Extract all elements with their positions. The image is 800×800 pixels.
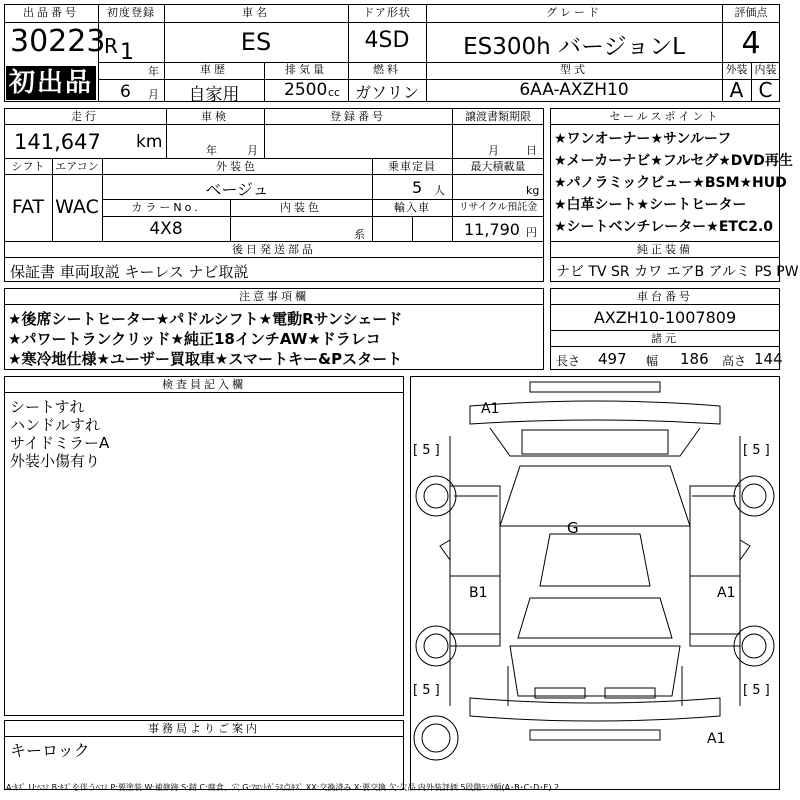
length-value: 497 <box>598 350 627 368</box>
sales-point: ★白革シート★シートヒーター <box>554 197 747 213</box>
exterior-label: 外装 <box>725 63 748 76</box>
inspection-label: 車検 <box>201 110 229 123</box>
interior-label: 内装 <box>754 63 777 76</box>
month-unit: 月 <box>148 88 159 101</box>
sales-point: ★ワンオーナー★サンルーフ <box>554 131 732 147</box>
int-color-label: 内装色 <box>280 201 322 214</box>
chassis-label: 車台番号 <box>637 290 693 303</box>
inspector-line: 外装小傷有り <box>10 452 101 470</box>
displacement: 2500 <box>284 80 328 100</box>
mileage-unit: km <box>136 132 163 152</box>
note-line: ★パワートランクリッド★純正18インチAW★ドラレコ <box>8 330 381 348</box>
office-text: キーロック <box>10 741 90 760</box>
width-value: 186 <box>680 350 709 368</box>
mark-left-side: B1 <box>469 585 488 601</box>
recycle-label: リサイクル預託金 <box>458 202 538 213</box>
first-listing-badge: 初出品 <box>6 66 96 100</box>
tire-rear-left: [ 5 ] <box>413 683 440 698</box>
mileage-label: 走行 <box>71 110 99 123</box>
aircon-label: エアコン <box>55 160 99 173</box>
height-value: 144 <box>754 350 783 368</box>
inspector-line: サイドミラーA <box>10 434 110 452</box>
notes-label: 注意事項欄 <box>239 290 309 303</box>
inspector-line: ハンドルすれ <box>10 416 101 434</box>
sales-point: ★シートベンチレーター★ETC2.0 <box>554 219 774 235</box>
equipment-label: 純正装備 <box>637 243 693 256</box>
recycle-unit: 円 <box>526 226 537 239</box>
score: 4 <box>741 26 761 61</box>
footer-legend: A:ｷｽﾞ U:ﾍｺﾐ B:ｷｽﾞを伴うﾍｺﾐ P:要塗装 W:補修跡 S:錆 C:腐食、穴 G:ﾌﾛﾝﾄｶﾞﾗｽ点ｷｽﾞ XX:交換済み X:要交換 欠:欠品 内外装評価 5段階ﾗﾝｸ順(A･B･C･D･E) 2 <box>6 783 560 792</box>
car-name: ES <box>240 28 272 56</box>
model-label: 型式 <box>560 63 588 76</box>
mileage: 141,647 <box>14 130 101 154</box>
door-label: ドア形状 <box>363 6 411 19</box>
door-type: 4SD <box>364 28 410 53</box>
max-load-unit: kg <box>526 184 540 197</box>
ext-color-label: 外装色 <box>216 160 258 173</box>
inspector-line: シートすれ <box>10 398 85 416</box>
displacement-unit: cc <box>328 86 341 99</box>
score-label: 評価点 <box>734 6 768 19</box>
lot-label: 出品番号 <box>23 6 79 19</box>
transfer-day-unit: 日 <box>526 144 537 157</box>
capacity-unit: 人 <box>434 184 445 197</box>
exterior-grade: A <box>729 78 744 102</box>
lot-number: 30223 <box>10 24 106 59</box>
inspection-year-unit: 年 <box>206 144 217 157</box>
model-code: 6AA-AXZH10 <box>519 80 629 100</box>
car-diagram <box>410 376 780 790</box>
history: 自家用 <box>188 85 240 105</box>
reg-year: 1 <box>120 40 134 65</box>
spec-label: 諸元 <box>651 332 679 345</box>
aircon: WAC <box>55 196 99 218</box>
reg-number-label: 登録番号 <box>330 110 386 123</box>
mark-right-side: A1 <box>717 585 736 601</box>
capacity: 5 <box>412 178 423 197</box>
later-parts-label: 後日発送部品 <box>232 243 316 256</box>
length-label: 長さ <box>556 354 581 368</box>
year-unit: 年 <box>148 65 159 78</box>
car-outline <box>410 376 780 790</box>
color-no-label: カラーNo. <box>131 201 201 214</box>
recycle-amount: 11,790 <box>464 220 520 239</box>
grade-label: グレード <box>546 6 602 19</box>
mark-rear: A1 <box>707 731 726 747</box>
int-color-unit: 系 <box>354 228 365 241</box>
capacity-label: 乗車定員 <box>388 160 436 173</box>
chassis-number: AXZH10-1007809 <box>593 308 737 327</box>
fuel: ガソリン <box>354 83 419 102</box>
shift-label: シフト <box>11 160 45 173</box>
first-reg-label: 初度登録 <box>107 6 155 19</box>
note-line: ★後席シートヒーター★パドルシフト★電動Rサンシェード <box>8 310 403 328</box>
era: R <box>104 34 118 58</box>
later-parts: 保証書 車両取説 キーレス ナビ取説 <box>10 263 249 281</box>
sales-point: ★パノラミックビュー★BSM★HUD <box>554 175 787 191</box>
mark-front: A1 <box>481 401 500 417</box>
tire-rear-right: [ 5 ] <box>743 683 770 698</box>
grade: ES300h バージョンL <box>463 34 685 60</box>
displacement-label: 排気量 <box>285 63 327 76</box>
reg-month: 6 <box>120 82 131 102</box>
shift: FAT <box>11 196 45 218</box>
interior-grade: C <box>758 78 773 102</box>
max-load-label: 最大積載量 <box>470 160 526 173</box>
color-no: 4X8 <box>149 219 183 239</box>
transfer-month-unit: 月 <box>488 144 499 157</box>
sales-label: セールスポイント <box>609 110 721 123</box>
inspection-month-unit: 月 <box>247 144 258 157</box>
note-line: ★寒冷地仕様★ユーザー買取車★スマートキー&Pスタート <box>8 350 403 368</box>
transfer-label: 譲渡書類期限 <box>465 110 531 123</box>
office-label: 事務局よりご案内 <box>148 722 260 735</box>
tire-front-right: [ 5 ] <box>743 443 770 458</box>
car-name-label: 車名 <box>242 6 270 19</box>
mark-center: G <box>567 519 579 537</box>
equipment: ナビ TV SR カワ エアB アルミ PS PW <box>556 264 799 280</box>
history-label: 車歴 <box>200 63 228 76</box>
import-label: 輸入車 <box>394 201 430 214</box>
sales-point: ★メーカーナビ★フルセグ★DVD再生 <box>554 153 793 169</box>
width-label: 幅 <box>646 354 659 368</box>
fuel-label: 燃料 <box>373 63 401 76</box>
inspector-label: 検査員記入欄 <box>162 378 246 391</box>
height-label: 高さ <box>722 354 747 368</box>
tire-front-left: [ 5 ] <box>413 443 440 458</box>
ext-color: ベージュ <box>205 180 269 199</box>
